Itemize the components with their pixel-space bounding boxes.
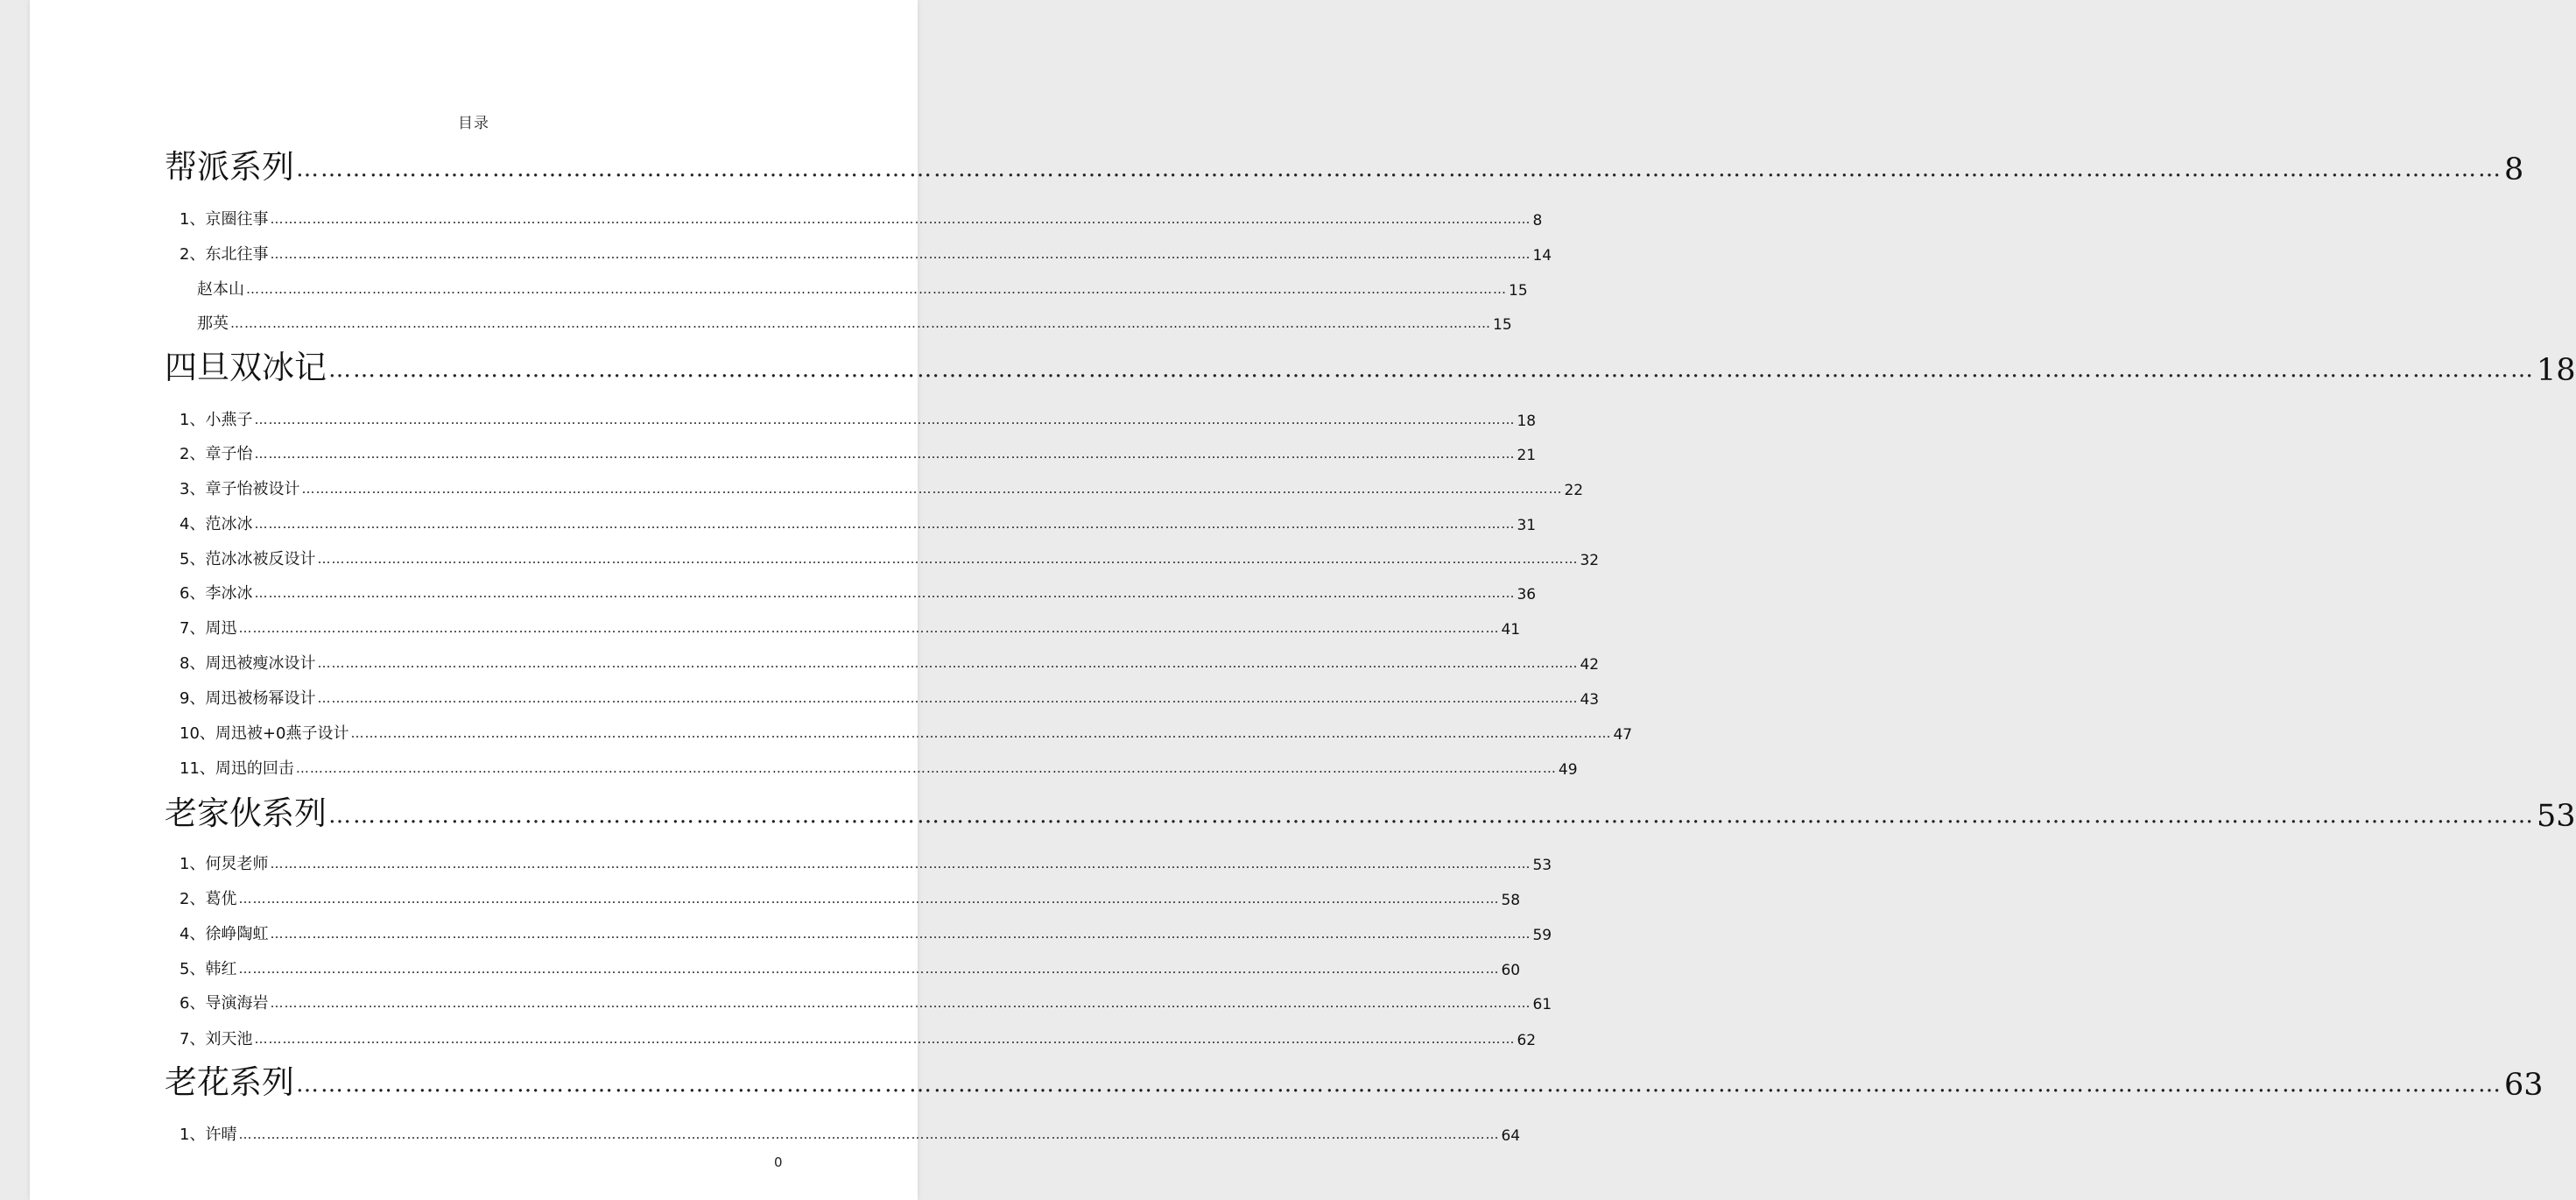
toc-entry-title: 2、章子怡 bbox=[179, 445, 253, 463]
dot-leader: ……………………………………………………………………………………………………………………………………………………………………………………………………………………………………………… bbox=[270, 246, 1531, 262]
toc-page-number: 42 bbox=[1580, 656, 1600, 674]
toc-entry-title: 8、周迅被瘦冰设计 bbox=[179, 654, 316, 673]
dot-leader: ……………………………………………………………………………………………………………………………………………………………………………………………………………………………………………… bbox=[296, 1071, 2502, 1098]
toc-page-number: 8 bbox=[1532, 212, 1543, 229]
toc-page-number: 8 bbox=[2504, 152, 2524, 187]
toc-entry-title: 4、徐峥陶虹 bbox=[179, 925, 269, 943]
toc-subentry[interactable] bbox=[197, 311, 1512, 334]
dot-leader: ……………………………………………………………………………………………………………………………………………………………………………………………………………………………………………… bbox=[270, 211, 1531, 227]
dot-leader: ……………………………………………………………………………………………………………………………………………………………………………………………………………………………………………… bbox=[328, 356, 2535, 383]
toc-entry-title: 6、导演海岩 bbox=[179, 994, 269, 1013]
toc-section-title: 老家伙系列 bbox=[165, 794, 327, 832]
dot-leader: ……………………………………………………………………………………………………………………………………………………………………………………………………………………………………………… bbox=[317, 690, 1579, 706]
toc-entry[interactable] bbox=[179, 686, 1600, 709]
dot-leader: ……………………………………………………………………………………………………………………………………………………………………………………………………………………………………………… bbox=[238, 961, 1500, 977]
toc-entry-title: 7、周迅 bbox=[179, 619, 237, 638]
dot-leader: ……………………………………………………………………………………………………………………………………………………………………………………………………………………………………………… bbox=[317, 655, 1579, 671]
toc-page-number: 31 bbox=[1517, 517, 1537, 534]
toc-entry-title: 7、刘天池 bbox=[179, 1030, 253, 1048]
toc-entry-title: 1、小燕子 bbox=[179, 411, 253, 429]
dot-leader: ……………………………………………………………………………………………………………………………………………………………………………………………………………………………………………… bbox=[296, 156, 2502, 182]
toc-entry[interactable] bbox=[179, 512, 1537, 534]
toc-entry[interactable] bbox=[179, 242, 1552, 265]
toc-entry[interactable] bbox=[179, 991, 1552, 1013]
toc-page-number: 64 bbox=[1501, 1127, 1521, 1145]
toc-page-number: 21 bbox=[1517, 447, 1537, 464]
toc-page-number: 43 bbox=[1580, 691, 1600, 709]
toc-entry-title: 5、韩红 bbox=[179, 960, 237, 978]
toc-page-number: 32 bbox=[1580, 552, 1600, 569]
toc-entry-title: 11、周迅的回击 bbox=[179, 759, 294, 778]
toc-title: 目录 bbox=[458, 115, 489, 132]
toc-section-title: 老花系列 bbox=[165, 1063, 294, 1101]
dot-leader: ……………………………………………………………………………………………………………………………………………………………………………………………………………………………………………… bbox=[254, 585, 1516, 601]
toc-entry[interactable] bbox=[179, 476, 1584, 499]
toc-page-number: 53 bbox=[1532, 857, 1552, 874]
toc-subentry[interactable] bbox=[197, 277, 1528, 300]
toc-entry-title: 5、范冰冰被反设计 bbox=[179, 550, 316, 568]
toc-entry[interactable] bbox=[179, 721, 1633, 744]
toc-entry-title: 3、章子怡被设计 bbox=[179, 480, 300, 498]
toc-entry[interactable] bbox=[179, 207, 1543, 229]
toc-page-number: 36 bbox=[1517, 586, 1537, 604]
dot-leader: ……………………………………………………………………………………………………………………………………………………………………………………………………………………………………………… bbox=[295, 760, 1557, 776]
toc-page-number: 47 bbox=[1613, 726, 1633, 744]
toc-entry[interactable] bbox=[179, 407, 1537, 430]
toc-section[interactable] bbox=[165, 794, 2576, 834]
toc-entry[interactable] bbox=[179, 756, 1578, 779]
toc-entry-title: 1、何炅老师 bbox=[179, 855, 269, 873]
dot-leader: ……………………………………………………………………………………………………………………………………………………………………………………………………………………………………………… bbox=[317, 551, 1579, 567]
toc-entry[interactable] bbox=[179, 616, 1521, 639]
dot-leader: ……………………………………………………………………………………………………………………………………………………………………………………………………………………………………………… bbox=[270, 856, 1531, 872]
toc-entry-title: 6、李冰冰 bbox=[179, 584, 253, 603]
toc-entry[interactable] bbox=[179, 547, 1600, 569]
dot-leader: ……………………………………………………………………………………………………………………………………………………………………………………………………………………………………………… bbox=[350, 725, 1612, 741]
dot-leader: ……………………………………………………………………………………………………………………………………………………………………………………………………………………………………………… bbox=[238, 1126, 1500, 1142]
dot-leader: ……………………………………………………………………………………………………………………………………………………………………………………………………………………………………………… bbox=[238, 620, 1500, 636]
toc-entry-title: 10、周迅被+0燕子设计 bbox=[179, 724, 349, 743]
dot-leader: ……………………………………………………………………………………………………………………………………………………………………………………………………………………………………………… bbox=[254, 516, 1516, 532]
toc-entry-title: 1、许晴 bbox=[179, 1126, 237, 1144]
dot-leader: ……………………………………………………………………………………………………………………………………………………………………………………………………………………………………………… bbox=[254, 1031, 1516, 1047]
toc-section[interactable] bbox=[165, 147, 2524, 187]
footer-page-number: 0 bbox=[774, 1154, 783, 1170]
dot-leader: ……………………………………………………………………………………………………………………………………………………………………………………………………………………………………………… bbox=[270, 926, 1531, 942]
toc-entry-title: 4、范冰冰 bbox=[179, 515, 253, 533]
toc-entry-title: 赵本山 bbox=[197, 280, 244, 299]
toc-page-number: 61 bbox=[1532, 996, 1552, 1013]
document-page bbox=[30, 0, 2576, 1200]
toc-entry[interactable] bbox=[179, 651, 1600, 674]
toc-page-number: 15 bbox=[1509, 282, 1528, 300]
toc-page-number: 53 bbox=[2537, 799, 2576, 834]
toc-page-number: 60 bbox=[1501, 962, 1521, 979]
toc-entry[interactable] bbox=[179, 851, 1552, 874]
toc-entry-title: 那英 bbox=[197, 314, 229, 333]
toc-page-number: 58 bbox=[1501, 892, 1521, 909]
toc-entry-title: 2、葛优 bbox=[179, 890, 237, 908]
toc-page-number: 62 bbox=[1517, 1032, 1537, 1049]
toc-page-number: 22 bbox=[1564, 482, 1584, 499]
toc-entry[interactable] bbox=[179, 921, 1552, 944]
toc-section[interactable] bbox=[165, 1062, 2544, 1103]
toc-page-number: 41 bbox=[1501, 621, 1521, 639]
toc-entry[interactable] bbox=[179, 956, 1521, 979]
toc-page-number: 59 bbox=[1532, 927, 1552, 944]
toc-page-number: 49 bbox=[1558, 761, 1578, 779]
toc-section-title: 帮派系列 bbox=[165, 148, 294, 186]
dot-leader: ……………………………………………………………………………………………………………………………………………………………………………………………………………………………………………… bbox=[238, 891, 1500, 907]
dot-leader: ……………………………………………………………………………………………………………………………………………………………………………………………………………………………………………… bbox=[254, 412, 1516, 427]
toc-section-title: 四旦双冰记 bbox=[165, 349, 327, 386]
toc-entry[interactable] bbox=[179, 441, 1537, 464]
dot-leader: ……………………………………………………………………………………………………………………………………………………………………………………………………………………………………………… bbox=[328, 802, 2535, 829]
toc-page-number: 18 bbox=[2537, 353, 2576, 388]
dot-leader: ……………………………………………………………………………………………………………………………………………………………………………………………………………………………………………… bbox=[301, 481, 1563, 497]
dot-leader: ……………………………………………………………………………………………………………………………………………………………………………………………………………………………………………… bbox=[254, 446, 1516, 462]
toc-entry[interactable] bbox=[179, 581, 1537, 604]
toc-entry-title: 9、周迅被杨幂设计 bbox=[179, 689, 316, 708]
toc-entry[interactable] bbox=[179, 1122, 1521, 1145]
toc-page-number: 18 bbox=[1517, 413, 1537, 430]
toc-entry-title: 2、东北往事 bbox=[179, 245, 269, 264]
toc-entry[interactable] bbox=[179, 1027, 1537, 1049]
toc-section[interactable] bbox=[165, 348, 2576, 388]
toc-entry[interactable] bbox=[179, 886, 1521, 909]
dot-leader: ……………………………………………………………………………………………………………………………………………………………………………………………………………………………………………… bbox=[270, 995, 1531, 1011]
toc-page-number: 14 bbox=[1532, 247, 1552, 265]
dot-leader: ……………………………………………………………………………………………………………………………………………………………………………………………………………………………………………… bbox=[230, 315, 1491, 331]
toc-entry-title: 1、京圈往事 bbox=[179, 210, 269, 229]
dot-leader: ……………………………………………………………………………………………………………………………………………………………………………………………………………………………………………… bbox=[246, 281, 1507, 297]
toc-page-number: 63 bbox=[2504, 1068, 2544, 1103]
toc-page-number: 15 bbox=[1493, 316, 1512, 334]
